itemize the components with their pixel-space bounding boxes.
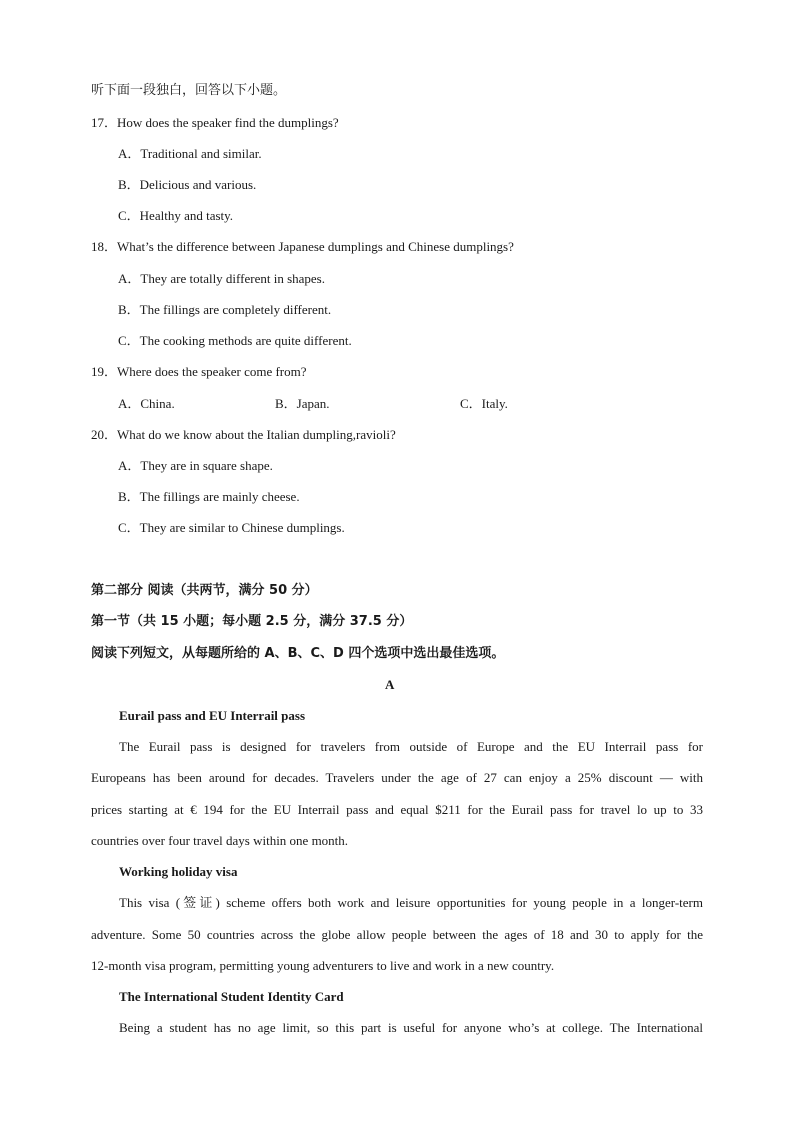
section-heading-eurail: Eurail pass and EU Interrail pass — [119, 708, 306, 723]
question-18 — [91, 239, 514, 255]
reading-section-title: 第一节（共 15 小题；每小题 2.5 分，满分 37.5 分） — [91, 614, 413, 629]
question-number: 18． — [91, 239, 118, 254]
question-17 — [91, 115, 339, 131]
option-19c: C．Italy. — [460, 396, 508, 411]
paragraph-line: prices starting at € 194 for the EU Interrail pass and equal $211 for the Eurail pass for travel lo up to 33 — [91, 802, 703, 817]
section-heading-visa: Working holiday visa — [119, 864, 238, 879]
paragraph-line: countries over four travel days within one month. — [91, 833, 349, 848]
option-17a: A．Traditional and similar. — [118, 146, 262, 161]
section-heading-isic: The International Student Identity Card — [119, 989, 344, 1004]
option-18c: C．The cooking methods are quite different. — [118, 333, 352, 348]
passage-label: A — [385, 677, 395, 692]
option-20b: B．The fillings are mainly cheese. — [118, 489, 300, 504]
option-19b: B．Japan. — [275, 396, 330, 411]
paragraph-line: The Eurail pass is designed for travelers from outside of Europe and the EU Interrail pass for — [119, 739, 703, 754]
option-17c: C．Healthy and tasty. — [118, 208, 234, 223]
paragraph-line: adventure. Some 50 countries across the globe allow people between the ages of 18 and 30 to apply for the — [91, 927, 703, 942]
option-19a: A．China. — [118, 396, 175, 411]
question-text: What’s the difference between Japanese dumplings and Chinese dumplings? — [117, 239, 514, 254]
reading-instruction: 阅读下列短文，从每题所给的 A、B、C、D 四个选项中选出最佳选项。 — [91, 646, 505, 661]
reading-part-title: 第二部分 阅读（共两节，满分 50 分） — [91, 583, 318, 598]
paragraph-line: 12-month visa program, permitting young adventurers to live and work in a new country. — [91, 958, 555, 973]
question-number: 20． — [91, 427, 118, 442]
question-text: How does the speaker find the dumplings? — [117, 115, 339, 130]
paragraph-line: Europeans has been around for decades. Travelers under the age of 27 can enjoy a 25% discount — with — [91, 770, 703, 785]
question-text: Where does the speaker come from? — [117, 364, 307, 379]
question-number: 19． — [91, 364, 118, 379]
question-text: What do we know about the Italian dumpling,ravioli? — [117, 427, 396, 442]
question-19 — [91, 364, 307, 380]
option-18b: B．The fillings are completely different. — [118, 302, 332, 317]
question-20 — [91, 427, 396, 443]
listening-intro: 听下面一段独白，回答以下小题。 — [91, 83, 287, 98]
paragraph-line: Being a student has no age limit, so this part is useful for anyone who’s at college. The International — [119, 1020, 703, 1035]
paragraph-line: This visa (签证) scheme offers both work and leisure opportunities for young people in a longer-term — [119, 895, 703, 910]
option-17b: B．Delicious and various. — [118, 177, 257, 192]
question-number: 17． — [91, 115, 118, 130]
option-18a: A．They are totally different in shapes. — [118, 271, 325, 286]
option-20a: A．They are in square shape. — [118, 458, 273, 473]
option-20c: C．They are similar to Chinese dumplings. — [118, 520, 345, 535]
